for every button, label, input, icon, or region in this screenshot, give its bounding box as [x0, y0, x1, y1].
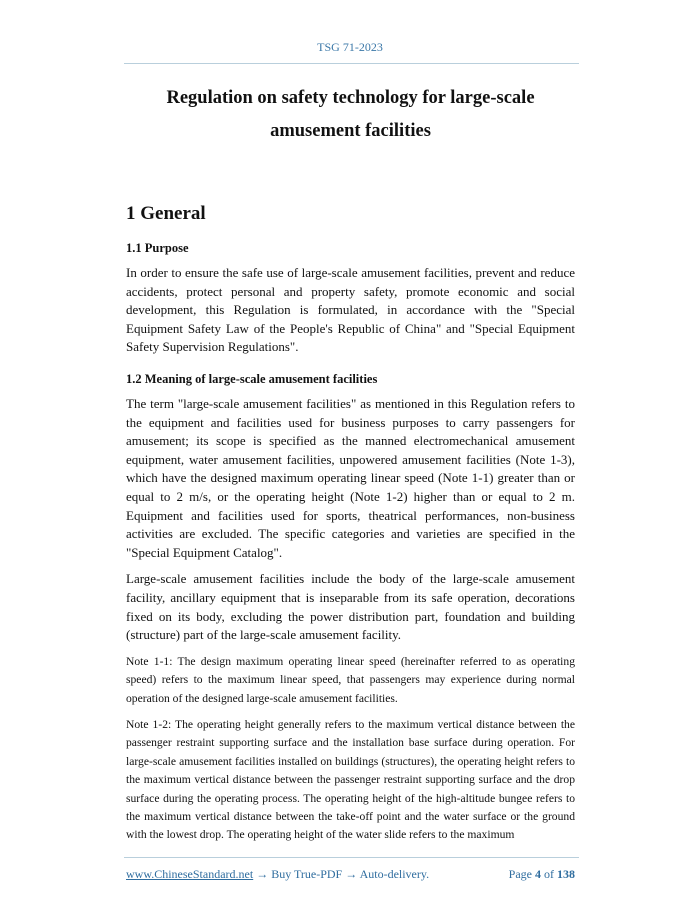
website-link[interactable]: www.ChineseStandard.net	[126, 866, 254, 881]
of-label: of	[544, 866, 554, 881]
header-divider	[124, 63, 579, 64]
page-number	[509, 867, 575, 882]
page-footer	[126, 867, 575, 912]
current-page: 4	[535, 866, 541, 881]
subsection-heading: 1.1 Purpose	[126, 241, 189, 255]
running-header: TSG 71-2023	[317, 40, 383, 54]
paragraph: The term "large-scale amusement facilities" as mentioned in this Regulation refers to the equipment and facilities used for business purposes to carry passengers for amusement; its scope is specified as the manned electromechanical amusement equipment, water amusement facilities, unpowered amusement facilities (Note 1-3), which have the designed maximum operating linear speed (Note 1-1) greater than or equal to 2 m/s, or the operating height (Note 1-2) higher than or equal to 2 m. Equipment and facilities used for sports, theatrical performances, non-business activities are excluded. The specific categories and varieties are specified in the "Special Equipment Catalog".	[126, 395, 575, 560]
footer-divider	[124, 857, 579, 858]
note: Note 1-2: The operating height generally refers to the maximum vertical distance between the passenger restraint supporting surface and the installation base surface during operation. For large-scale amusement facilities installed on buildings (structures), the operating height refers to the maximum vertical distance between the passenger restraint supporting surface and the drop surface during the operating process. The operating height of the high-altitude bungee refers to the maximum vertical distance between the take-off point and the water surface or the ground with the lowest drop. The operating height of the water slide refers to the maximum	[126, 717, 575, 842]
page-content	[126, 0, 575, 845]
document-title: Regulation on safety technology for large-scale amusement facilities	[166, 88, 535, 141]
subsection-heading: 1.2 Meaning of large-scale amusement facilities	[126, 371, 378, 386]
footer-tagline: → Buy True-PDF → Auto-delivery.	[253, 866, 430, 881]
page-label: Page	[508, 866, 532, 881]
note: Note 1-1: The design maximum operating linear speed (hereinafter referred to as operating speed) refers to the maximum linear speed, that passengers may experience during normal operation of the designed large-scale amusement facilities.	[126, 654, 575, 705]
paragraph: Large-scale amusement facilities include the body of the large-scale amusement facility, ancillary equipment that is inseparable from its safe operation, decorations fixed on its body, excluding the power distribution part, foundation and building (structure) part of the large-scale amusement facility.	[126, 571, 575, 643]
paragraph: In order to ensure the safe use of large-scale amusement facilities, prevent and reduce accidents, protect personal and property safety, promote economic and social development, this Regulation is formulated, in accordance with the "Special Equipment Safety Law of the People's Republic of China" and "Special Equipment Safety Supervision Regulations".	[126, 265, 575, 355]
total-pages: 138	[557, 866, 575, 881]
footer-promo	[126, 867, 429, 882]
section-heading: 1 General	[126, 203, 206, 224]
